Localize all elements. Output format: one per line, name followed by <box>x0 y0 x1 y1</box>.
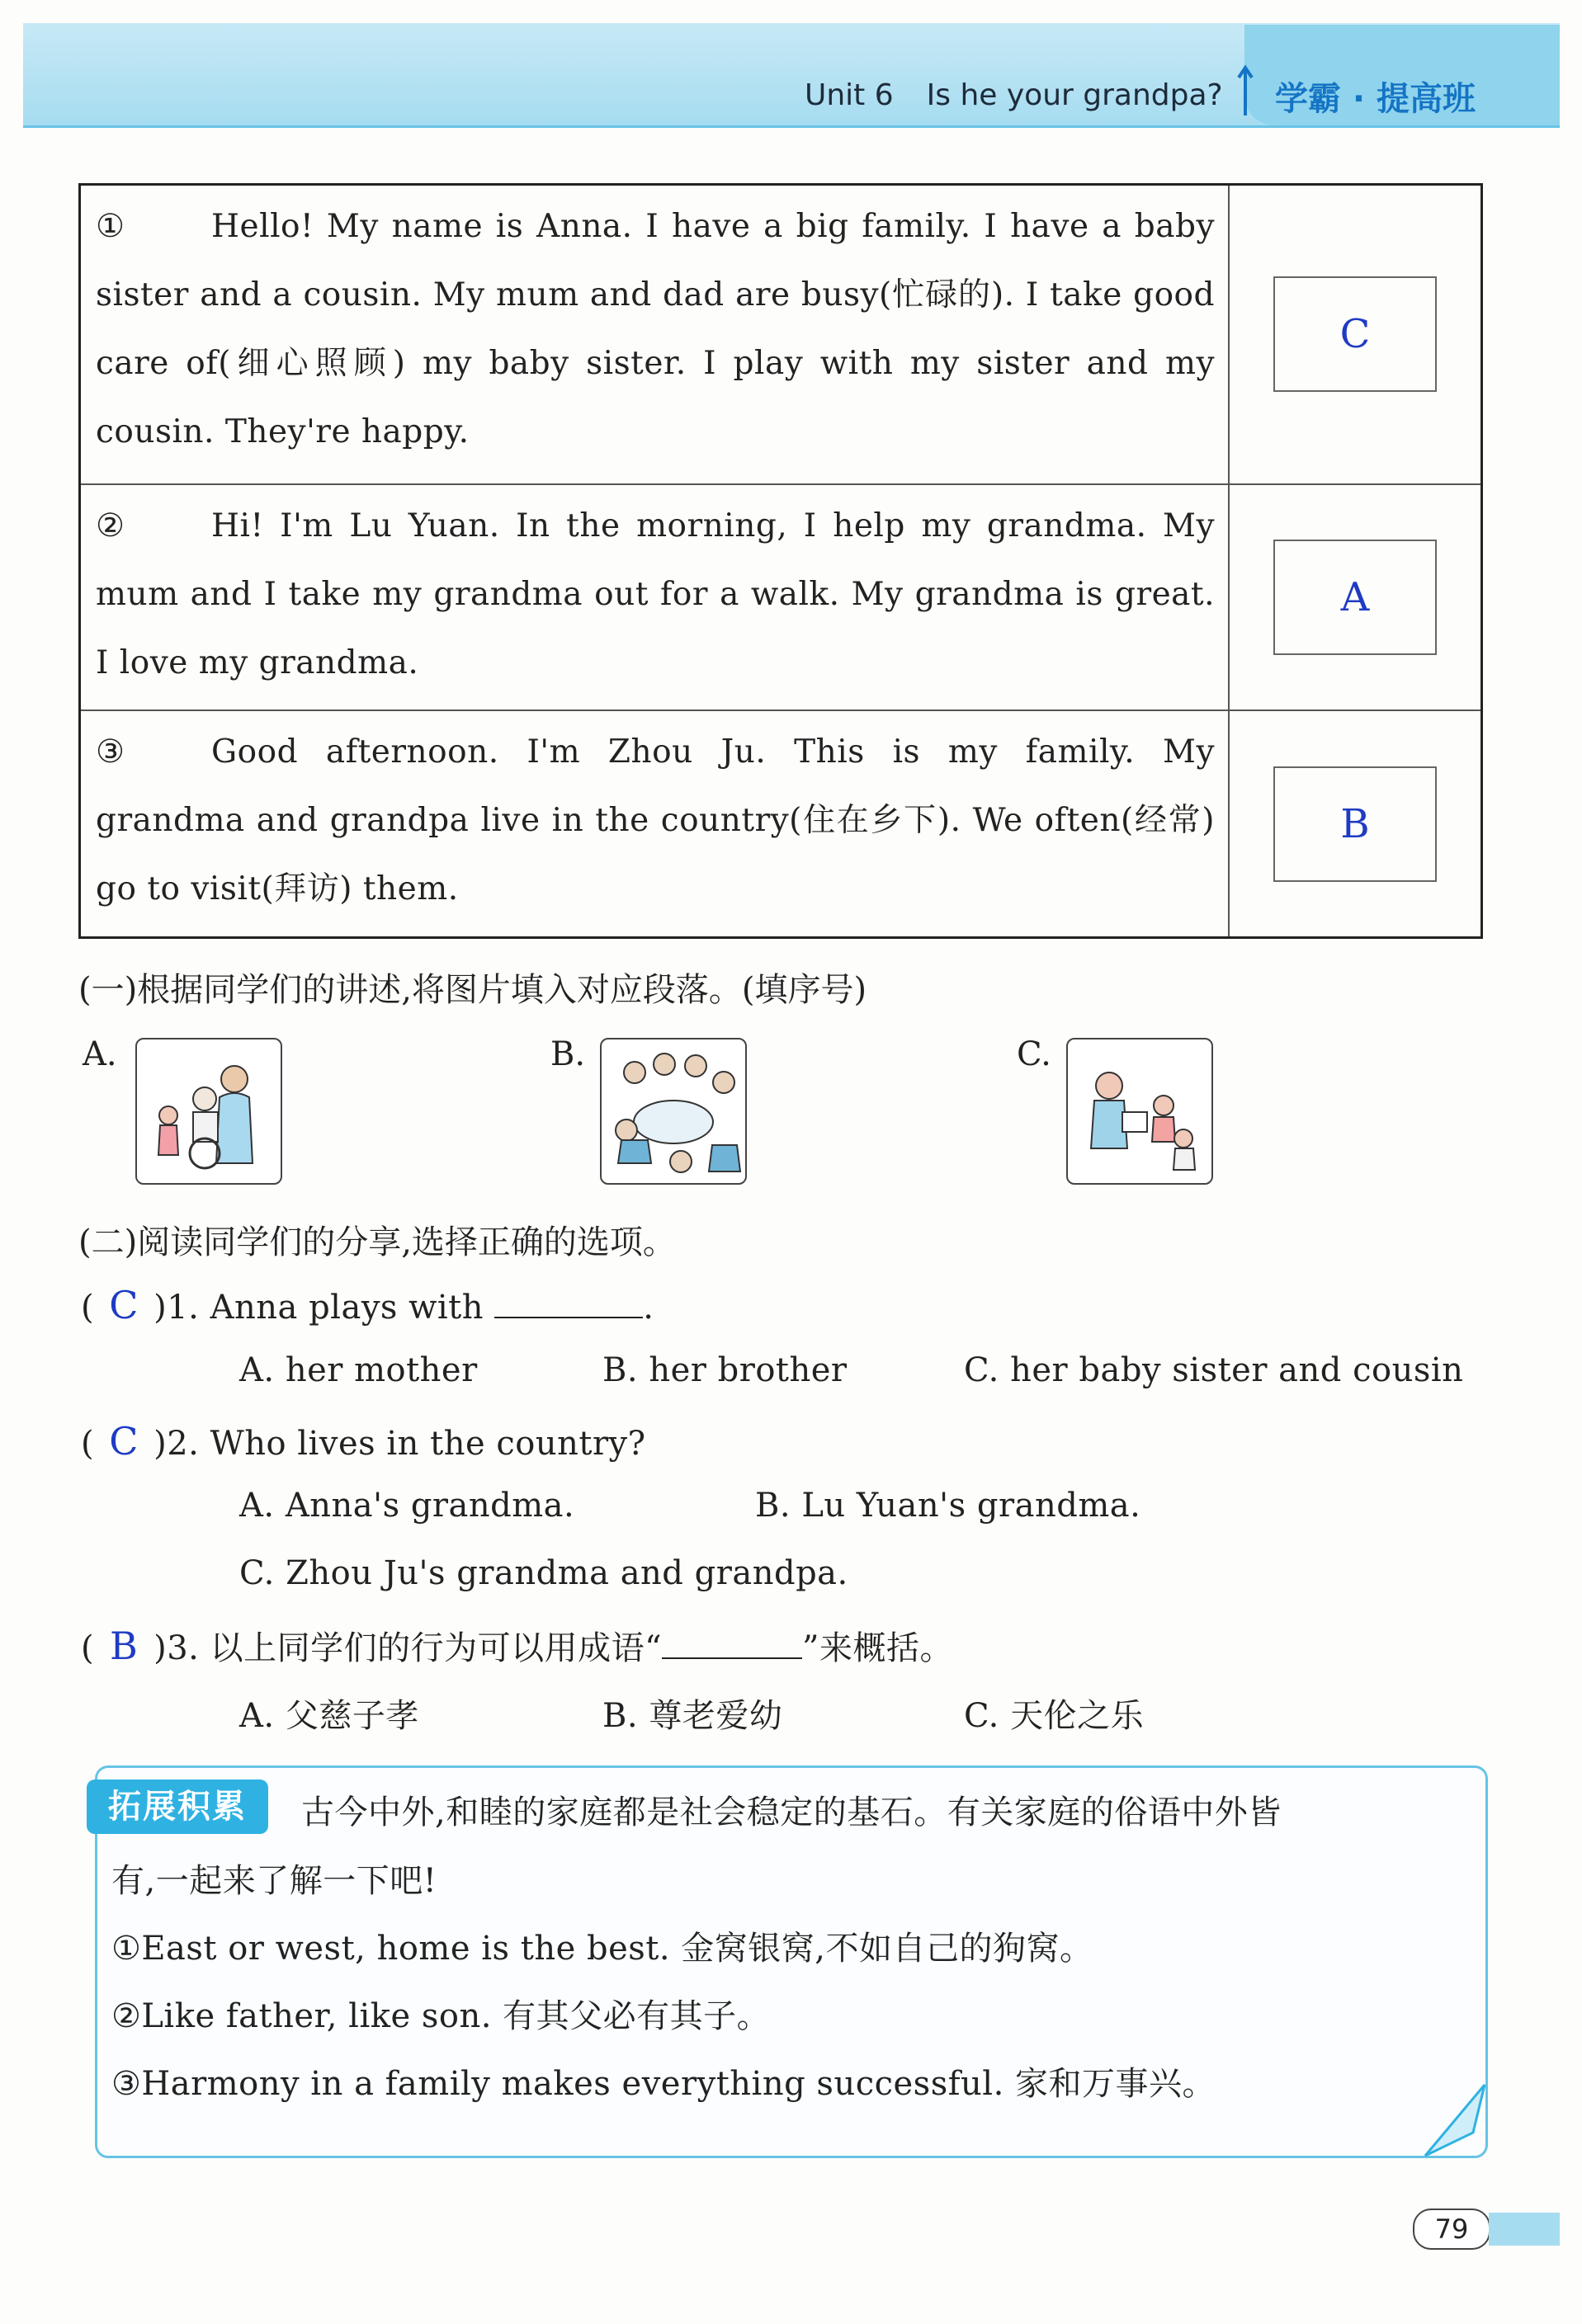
answer-box[interactable]: C <box>1273 276 1437 392</box>
answer-box[interactable]: B <box>1273 766 1437 882</box>
wheelchair-scene-icon <box>137 1039 281 1183</box>
passage-1 <box>80 185 1230 484</box>
reading-row-1 <box>80 185 1482 484</box>
extension-intro-line-2: 有,一起来了解一下吧! <box>111 1862 437 1900</box>
option-b[interactable]: B. Lu Yuan's grandma. <box>755 1487 1141 1525</box>
passage-text: Good afternoon. I'm Zhou Ju. This is my family. My grandma and grandpa live in the country(住在乡下). We often(经常) go to visit(拜访) them. <box>96 733 1215 908</box>
answer-cell-3 <box>1229 710 1482 937</box>
passage-2 <box>80 484 1230 711</box>
question-answer[interactable]: C <box>109 1283 139 1327</box>
question-1: ( C )1. Anna plays with . <box>81 1283 654 1327</box>
option-c[interactable]: C. her baby sister and cousin <box>964 1351 1464 1389</box>
page-number-band <box>1489 2213 1560 2246</box>
question-3: ( B )3. 以上同学们的行为可以用成语“ ”来概括。 <box>81 1624 953 1668</box>
picture-label-c: C. <box>1017 1035 1051 1073</box>
reading-scene-icon <box>1068 1039 1211 1183</box>
question-2: ( C )2. Who lives in the country? <box>81 1419 646 1464</box>
unit-title: Is he your grandpa? <box>926 78 1223 112</box>
question-text: )1. Anna plays with <box>153 1289 484 1327</box>
part1-title: (一)根据同学们的讲述,将图片填入对应段落。(填序号) <box>78 971 867 1009</box>
unit-label: Unit 6 <box>805 78 894 112</box>
option-b[interactable]: B. 尊老爱幼 <box>602 1697 783 1735</box>
extension-tag: 拓展积累 <box>87 1780 268 1834</box>
picture-label-b: B. <box>550 1035 586 1073</box>
proverb-2: ②Like father, like son. 有其父必有其子。 <box>111 1997 771 2035</box>
picture-label-a: A. <box>83 1035 117 1073</box>
answer-box[interactable]: A <box>1273 540 1437 655</box>
family-dinner-illustration <box>600 1038 747 1185</box>
option-a[interactable]: A. 父慈子孝 <box>239 1697 419 1735</box>
passage-number: ① <box>96 208 125 245</box>
option-a[interactable]: A. Anna's grandma. <box>239 1487 575 1525</box>
passage-number: ② <box>96 507 125 544</box>
answer-cell-1 <box>1229 185 1482 484</box>
girl-reading-with-children-illustration <box>1066 1038 1213 1185</box>
question-suffix: ”来概括。 <box>802 1629 953 1667</box>
question-suffix: . <box>643 1289 654 1327</box>
option-c[interactable]: C. 天伦之乐 <box>964 1697 1145 1735</box>
extension-intro-line-1: 古今中外,和睦的家庭都是社会稳定的基石。有关家庭的俗语中外皆 <box>301 1794 1282 1831</box>
header-unit-title <box>805 78 1256 112</box>
option-a[interactable]: A. her mother <box>239 1351 478 1389</box>
question-text: )2. Who lives in the country? <box>153 1425 646 1463</box>
page-curl-icon <box>1424 2083 1486 2157</box>
question-answer[interactable]: B <box>109 1624 139 1668</box>
answer-cell-2 <box>1229 484 1482 711</box>
arrow-up-icon <box>1235 64 1255 117</box>
proverb-3: ③Harmony in a family makes everything successful. 家和万事兴。 <box>111 2065 1216 2103</box>
answer-blank[interactable] <box>494 1287 643 1318</box>
answer-blank[interactable] <box>662 1628 802 1659</box>
proverb-1: ①East or west, home is the best. 金窝银窝,不如自己的狗窝。 <box>111 1930 1093 1968</box>
option-c[interactable]: C. Zhou Ju's grandma and grandpa. <box>239 1554 848 1592</box>
passage-text: Hi! I'm Lu Yuan. In the morning, I help my grandma. My mum and I take my grandma out for a walk. My grandma is great. I love my grandma. <box>96 507 1215 681</box>
family-dinner-icon <box>602 1039 745 1183</box>
page-number: 79 <box>1413 2209 1490 2250</box>
passage-3 <box>80 710 1230 937</box>
part2-title: (二)阅读同学们的分享,选择正确的选项。 <box>78 1223 676 1261</box>
header-brand: 学霸 · 提高班 <box>1275 80 1476 118</box>
reading-row-3 <box>80 710 1482 937</box>
reading-row-2 <box>80 484 1482 711</box>
grandma-wheelchair-walk-illustration <box>135 1038 282 1185</box>
passage-text: Hello! My name is Anna. I have a big family. I have a baby sister and a cousin. My mum and dad are busy(忙碌的). I take good care of(细心照顾) my baby sister. I play with my sister and my cousin. They're happy. <box>96 208 1215 450</box>
reading-table <box>78 183 1483 939</box>
question-text: )3. 以上同学们的行为可以用成语“ <box>153 1629 663 1667</box>
question-answer[interactable]: C <box>109 1419 139 1464</box>
option-b[interactable]: B. her brother <box>602 1351 848 1389</box>
passage-number: ③ <box>96 733 125 771</box>
